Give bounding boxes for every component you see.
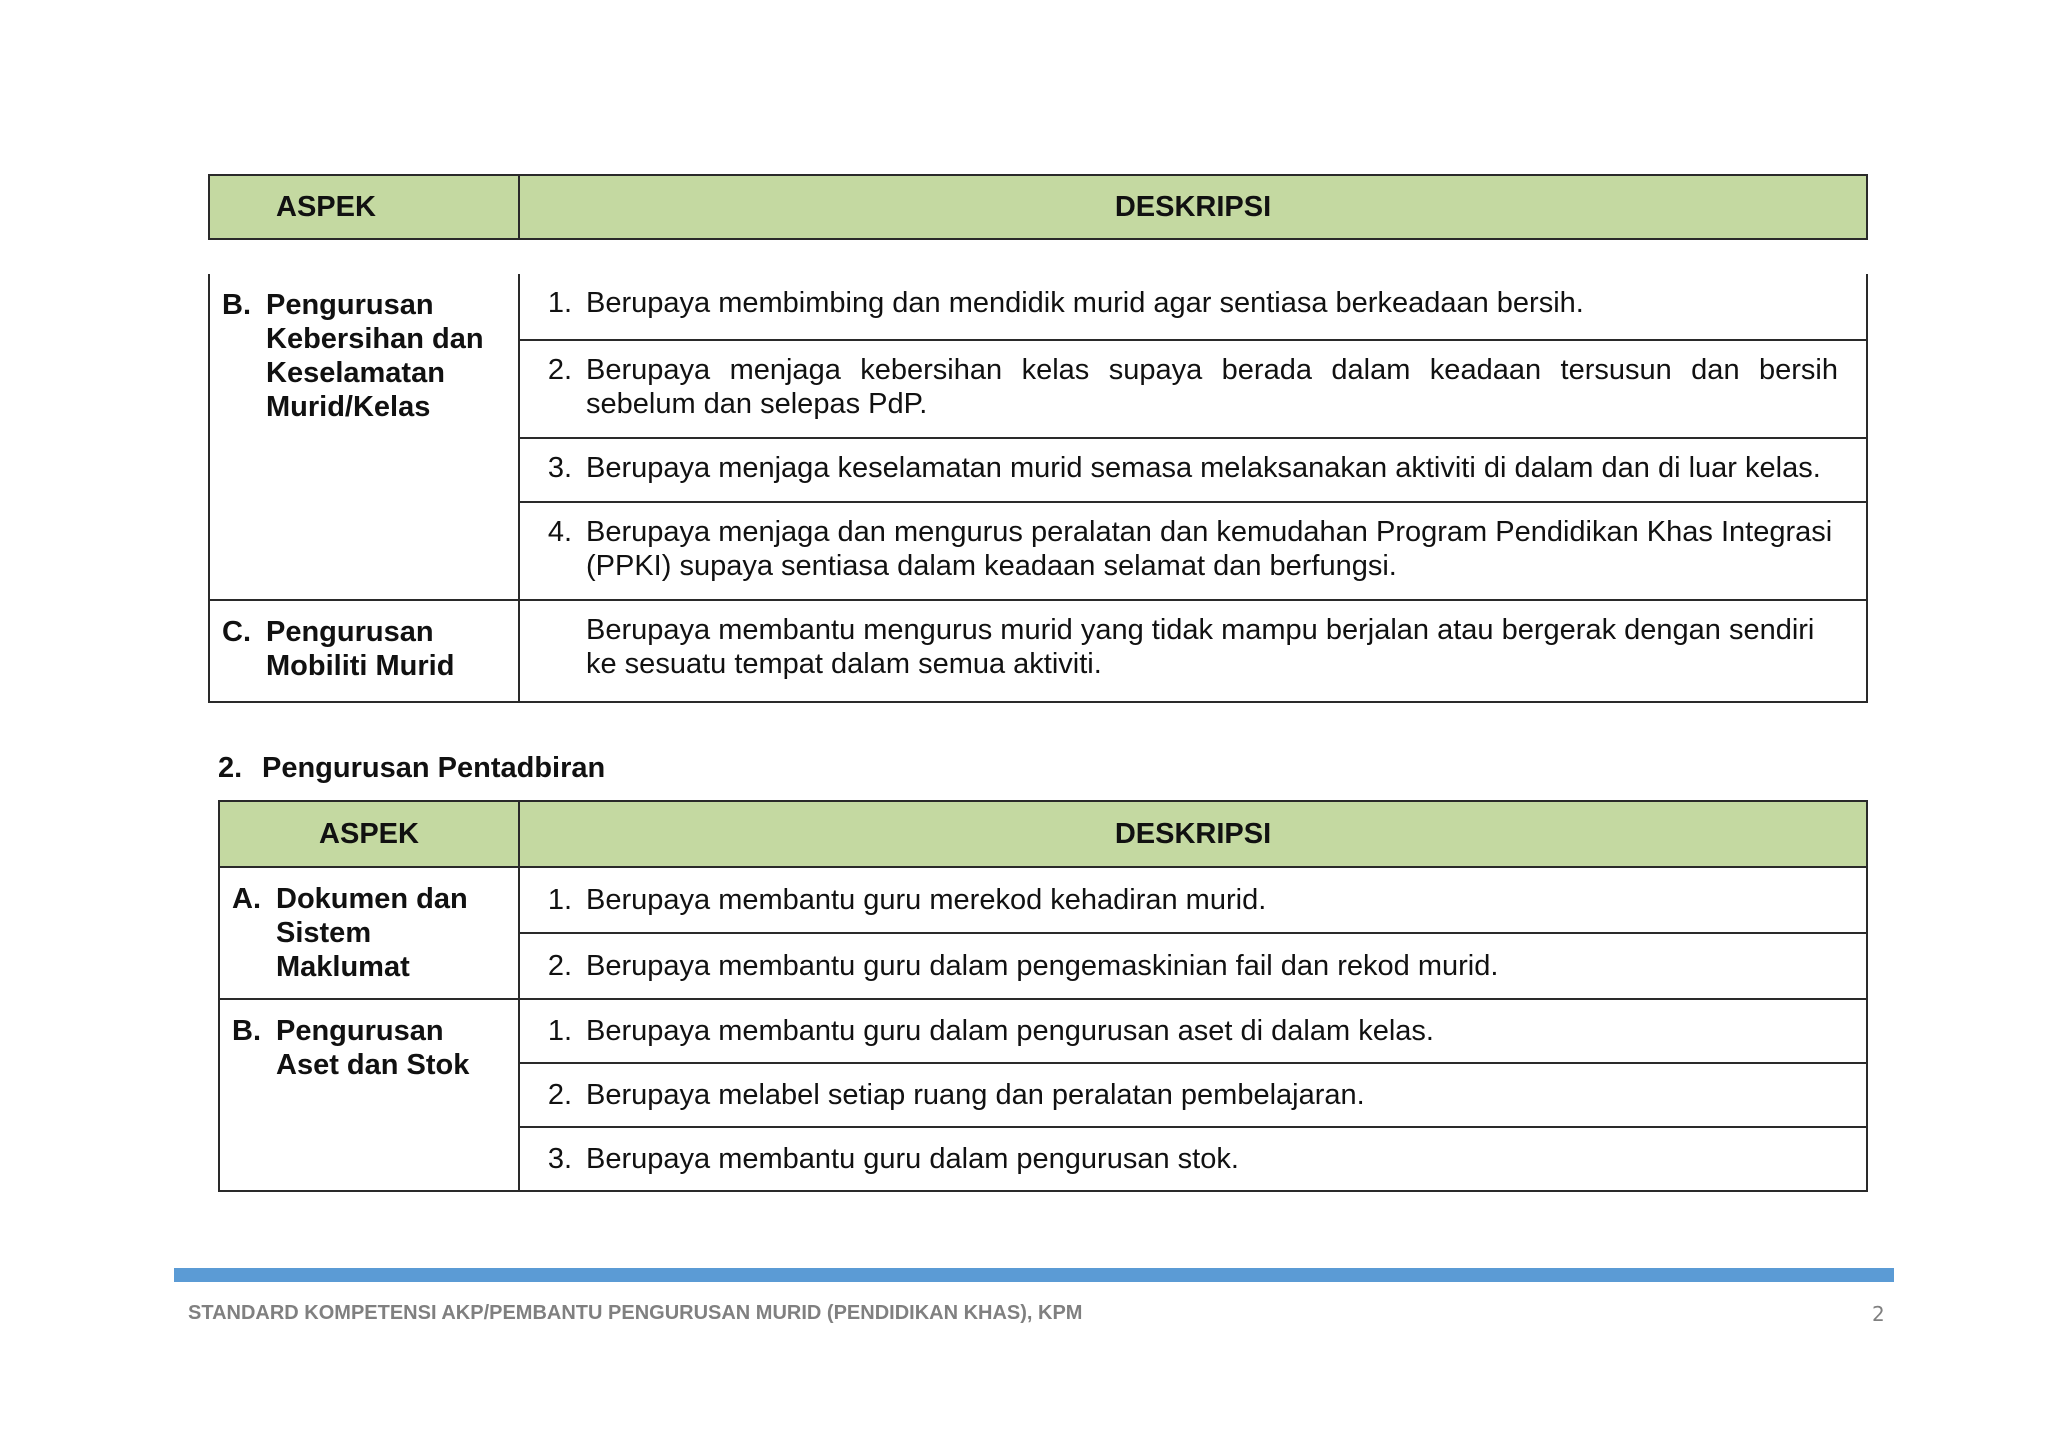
aspect-label: Pengurusan Mobiliti Murid [266, 616, 455, 682]
item-number: 1. [547, 884, 573, 916]
desc-cell [519, 933, 1867, 999]
item-text: Berupaya membantu guru dalam pengemaskinian fail dan rekod murid. [586, 950, 1499, 982]
table1-header [208, 174, 1868, 240]
aspect-letter: B. [222, 289, 251, 321]
item-number: 1. [547, 1015, 573, 1047]
item-number: 2. [547, 950, 573, 982]
table-row [209, 600, 1867, 702]
item-number: 3. [547, 1143, 573, 1175]
header-deskripsi: DESKRIPSI [519, 175, 1867, 239]
page-number: 2 [1872, 1302, 1885, 1326]
footer-divider [174, 1268, 1894, 1282]
table-row [209, 274, 1867, 340]
item-text: Berupaya menjaga keselamatan murid semasa melaksanakan aktiviti di dalam dan di luar kelas. [586, 452, 1821, 484]
aspect-letter: C. [222, 616, 251, 648]
section-title [218, 752, 605, 785]
item-number: 2. [547, 1079, 573, 1111]
desc-cell [519, 1127, 1867, 1191]
aspect-cell-a [219, 867, 519, 999]
table-row [219, 999, 1867, 1063]
aspect-label: Pengurusan Kebersihan dan Keselamatan Murid/Kelas [266, 289, 484, 423]
section-label: Pengurusan Pentadbiran [262, 752, 606, 784]
item-text: Berupaya menjaga dan mengurus peralatan dan kemudahan Program Pendidikan Khas Integrasi (PPKI) supaya sentiasa dalam keadaan selamat dan berfungsi. [586, 516, 1833, 582]
aspect-cell-c [209, 600, 519, 702]
table2 [218, 800, 1868, 1192]
item-number: 3. [547, 452, 573, 484]
desc-cell [519, 600, 1867, 702]
item-text: Berupaya melabel setiap ruang dan peralatan pembelajaran. [586, 1079, 1365, 1111]
aspect-letter: A. [232, 883, 261, 915]
aspect-label: Pengurusan Aset dan Stok [276, 1015, 470, 1081]
item-number: 2. [547, 354, 573, 386]
desc-cell [519, 274, 1867, 340]
item-text: Berupaya membimbing dan mendidik murid agar sentiasa berkeadaan bersih. [586, 287, 1584, 319]
desc-cell [519, 1063, 1867, 1127]
aspect-cell-b [219, 999, 519, 1191]
table1-body [208, 274, 1868, 703]
section-number: 2. [218, 752, 243, 784]
item-text: Berupaya membantu guru dalam pengurusan aset di dalam kelas. [586, 1015, 1434, 1047]
header-aspek: ASPEK [219, 801, 519, 867]
desc-cell [519, 999, 1867, 1063]
item-text: Berupaya membantu mengurus murid yang tidak mampu berjalan atau bergerak dengan sendiri ke sesuatu tempat dalam semua aktiviti. [586, 614, 1815, 680]
item-text: Berupaya membantu guru dalam pengurusan stok. [586, 1143, 1239, 1175]
header-aspek: ASPEK [209, 175, 519, 239]
header-deskripsi: DESKRIPSI [519, 801, 1867, 867]
item-number: 1. [547, 287, 573, 319]
aspect-label: Dokumen dan Sistem Maklumat [276, 883, 468, 983]
aspect-letter: B. [232, 1015, 261, 1047]
item-text: Berupaya membantu guru merekod kehadiran murid. [586, 884, 1267, 916]
footer-text: STANDARD KOMPETENSI AKP/PEMBANTU PENGURUSAN MURID (PENDIDIKAN KHAS), KPM [188, 1302, 1083, 1324]
desc-cell [519, 502, 1867, 600]
item-number: 4. [547, 516, 573, 548]
desc-cell [519, 867, 1867, 933]
table-row [219, 867, 1867, 933]
aspect-cell-b [209, 274, 519, 600]
item-number [534, 613, 586, 681]
item-text: Berupaya menjaga kebersihan kelas supaya berada dalam keadaan tersusun dan bersih sebelum dan selepas PdP. [586, 354, 1838, 420]
desc-cell [519, 340, 1867, 438]
desc-cell [519, 438, 1867, 502]
